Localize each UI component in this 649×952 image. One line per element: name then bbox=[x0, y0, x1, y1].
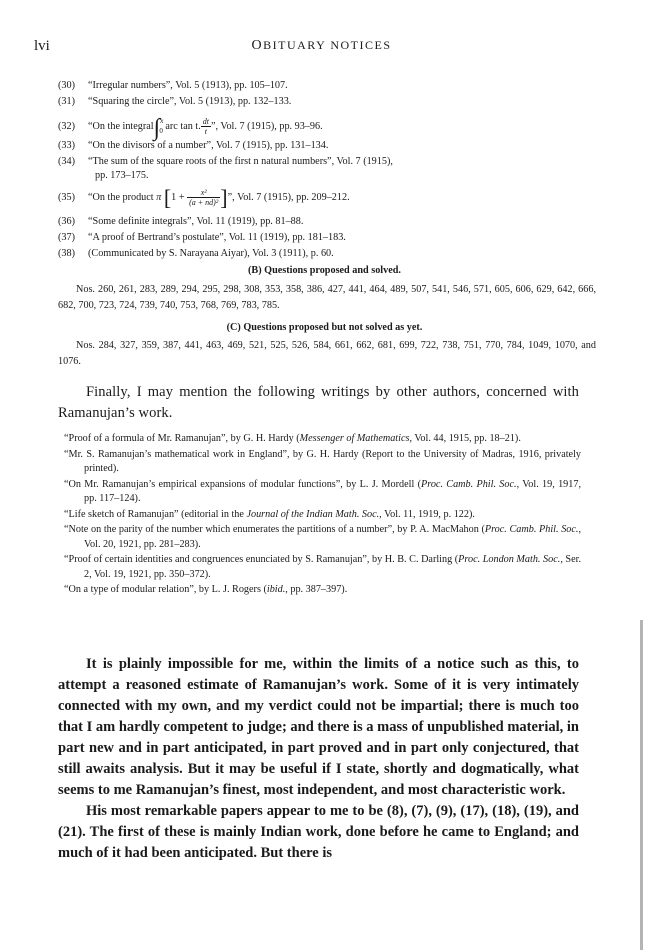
other-authors-list bbox=[64, 432, 581, 598]
reference-item: (38) (Communicated by S. Narayana Aiyar), Vol. 3 (1911), p. 60. bbox=[58, 248, 334, 259]
other-reference: “Mr. S. Ramanujan’s mathematical work in England”, by G. H. Hardy (Report to the University of Madras, 1916, privately printed). bbox=[64, 448, 581, 474]
reference-item: (36) “Some definite integrals”, Vol. 11 (1919), pp. 81–88. bbox=[58, 216, 304, 227]
other-reference: “Life sketch of Ramanujan” (editorial in the Journal of the Indian Math. Soc., Vol. 11, 1919, p. 122). bbox=[64, 508, 475, 520]
section-c-numbers: Nos. 284, 327, 359, 387, 441, 463, 469, 521, 525, 526, 584, 661, 662, 681, 699, 722, 738, 751, 770, 784, 1049, 1070, and 1076. bbox=[58, 340, 596, 367]
page-number: lvi bbox=[34, 38, 50, 54]
section-b-heading: (B) Questions proposed and solved. bbox=[248, 265, 401, 276]
reference-item: (33) “On the divisors of a number”, Vol. 7 (1915), pp. 131–134. bbox=[58, 140, 329, 151]
other-reference: “On a type of modular relation”, by L. J. Rogers (ibid., pp. 387–397). bbox=[64, 584, 348, 595]
section-c-heading: (C) Questions proposed but not solved as yet. bbox=[226, 322, 423, 333]
body-paragraph: It is plainly impossible for me, within the limits of a notice such as this, to attempt a reasoned estimate of Ramanujan’s work. Some of it is very intimately connected with my own, and my verdict could not be impartial; there is much too that I am hardly competent to judge; and there is a mass of unpublished material, in part new and in part anticipated, in part proved and in part only conjectured, that still awaits analysis. But it may be useful if I state, shortly and dogmatically, what seems to me Ramanujan’s finest, most independent, and most characteristic work. bbox=[58, 656, 579, 798]
body-paragraph: His most remarkable papers appear to me to be (8), (7), (9), (17), (18), (19), and (21). The first of these is mainly Indian work, done before he came to England; and much of it had been anticipated. But there is bbox=[58, 803, 579, 861]
body-text bbox=[58, 654, 579, 864]
page-header bbox=[34, 38, 609, 58]
other-reference: “Proof of certain identities and congruences enunciated by S. Ramanujan”, by H. B. C. Darling (Proc. London Math. Soc., Ser. 2, Vol. 19, 1921, pp. 350–372). bbox=[64, 554, 581, 580]
reference-item: (34) “The sum of the square roots of the first n natural numbers”, Vol. 7 (1915), bbox=[58, 156, 393, 167]
other-reference: “Note on the parity of the number which enumerates the partitions of a number”, by P. A. MacMahon (Proc. Camb. Phil. Soc., Vol. 20, 1921, pp. 281–283). bbox=[64, 524, 581, 550]
intro-paragraph: Finally, I may mention the following writings by other authors, concerned with Ramanujan’s work. bbox=[58, 384, 579, 421]
scan-edge-shadow bbox=[640, 620, 643, 950]
other-reference: “Proof of a formula of Mr. Ramanujan”, by G. H. Hardy (Messenger of Mathematics, Vol. 44, 1915, pp. 18–21). bbox=[64, 433, 521, 444]
reference-item-integral: (32) “On the integral∫$^x_0$ arc tan t. $\frac{dt}{t}$ ”, Vol. 7 (1915), pp. 93–96. bbox=[58, 115, 323, 141]
reference-continuation: pp. 173–175. bbox=[95, 170, 149, 181]
reference-item-product: (35) “On the product π [1 + $\frac{\text{x²}}{\text{(a + nd)²}}$ ]”, Vol. 7 (1915), pp. 209–212. bbox=[58, 184, 350, 210]
other-reference: “On Mr. Ramanujan’s empirical expansions of modular functions”, by L. J. Mordell (Proc. Camb. Phil. Soc., Vol. 19, 1917, pp. 117–124). bbox=[64, 478, 581, 504]
running-title: OBITUARY NOTICES bbox=[251, 38, 392, 53]
reference-item: (31) “Squaring the circle”, Vol. 5 (1913), pp. 132–133. bbox=[58, 96, 292, 107]
reference-item: (30) “Irregular numbers”, Vol. 5 (1913), pp. 105–107. bbox=[58, 80, 288, 91]
section-b-numbers: Nos. 260, 261, 283, 289, 294, 295, 298, 308, 353, 358, 386, 427, 441, 464, 489, 507, 541, 546, 571, 605, 606, 629, 642, 666, 682, 700, 723, 724, 739, 740, 753, 768, 769, 783, 785. bbox=[58, 284, 596, 311]
reference-item: (37) “A proof of Bertrand’s postulate”, Vol. 11 (1919), pp. 181–183. bbox=[58, 232, 346, 243]
